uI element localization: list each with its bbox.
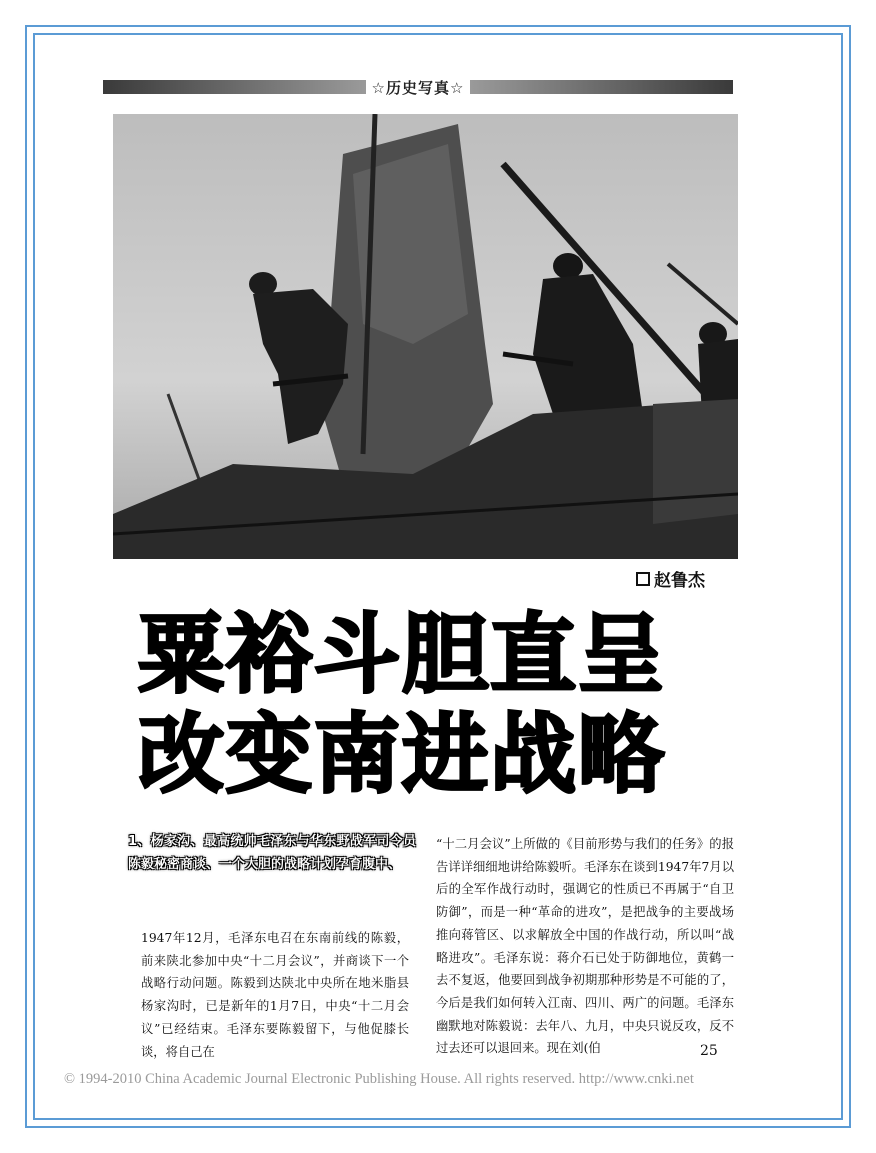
column-header-label: ☆历史写真☆ (371, 78, 465, 97)
author-name: 赵鲁杰 (654, 571, 705, 591)
column-header-bar-right (470, 80, 733, 94)
historical-photo (113, 114, 738, 559)
headline-line-1: 粟裕斗胆直呈 (138, 605, 666, 705)
historical-photo-image (113, 114, 738, 559)
section-caption: 1、杨家沟、最高统帅毛泽东与华东野战军司令员陈毅秘密商谈、一个大胆的战略计划孕育腹中、 (128, 834, 416, 872)
article-headline (138, 605, 738, 805)
byline-square-icon (636, 572, 650, 586)
page-number: 25 (700, 1043, 718, 1059)
column-header (103, 78, 733, 96)
column-header-bar-left (103, 80, 366, 94)
body-text-right-column: “十二月会议”上所做的《目前形势与我们的任务》的报告详详细细地讲给陈毅听。毛泽东在谈到1947年7月以后的全军作战行动时，强调它的性质已不再属于“自卫防御”，而是一种“革命的进攻”，是把战争的主要战场推向蒋管区、以求解放全中国的作战行动，所以叫“战略进攻”。毛泽东说：蒋介石已处于防御地位，黄鹤一去不复返，他要回到战争初期那种形势是不可能的了，今后是我们如何转入江南、四川、两广的问题。毛泽东幽默地对陈毅说：去年八、九月，中央只说反攻，反不过去还可以退回来。现在刘(伯 (436, 837, 734, 1056)
byline (636, 566, 705, 591)
headline-line-2: 改变南进战略 (138, 705, 666, 805)
copyright-notice: © 1994-2010 China Academic Journal Electronic Publishing House. All rights reserved. http://www.cnki.net (64, 1071, 694, 1087)
body-text-left-column: 1947年12月，毛泽东电召在东南前线的陈毅，前来陕北参加中央“十二月会议”，并商谈下一个战略行动问题。陈毅到达陕北中央所在地米脂县杨家沟时，已是新年的1月7日，中央“十二月会议”已经结束。毛泽东要陈毅留下，与他促膝长谈，将自己在 (141, 931, 409, 1059)
